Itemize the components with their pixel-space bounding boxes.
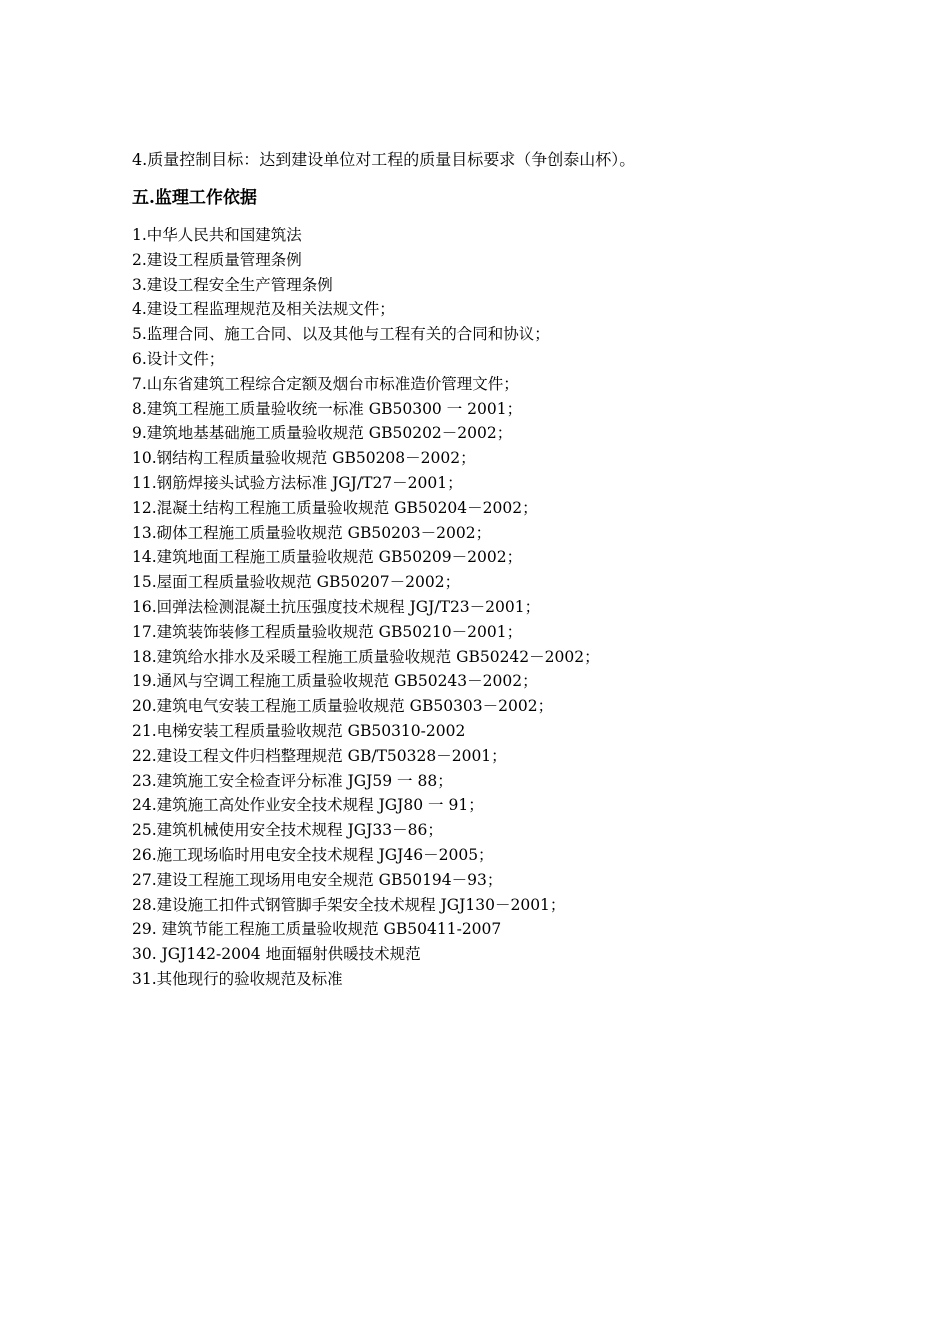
basis-list-item: 17.建筑装饰装修工程质量验收规范 GB50210－2001； [132, 622, 523, 641]
basis-list-item: 12.混凝土结构工程施工质量验收规范 GB50204－2002； [132, 498, 538, 517]
basis-list-item: 13.砌体工程施工质量验收规范 GB50203－2002； [132, 523, 492, 542]
basis-list-item: 27.建设工程施工现场用电安全规范 GB50194－93； [132, 870, 503, 889]
basis-list-item: 30. JGJ142-2004 地面辐射供暖技术规范 [132, 945, 421, 964]
basis-list-item: 16.回弹法检测混凝土抗压强度技术规程 JGJ/T23－2001； [132, 597, 541, 616]
basis-list-item: 21.电梯安装工程质量验收规范 GB50310-2002 [132, 721, 466, 740]
basis-list-item: 2.建设工程质量管理条例 [132, 250, 302, 269]
basis-list-item: 10.钢结构工程质量验收规范 GB50208－2002； [132, 449, 476, 468]
basis-list-item: 7.山东省建筑工程综合定额及烟台市标准造价管理文件； [132, 374, 519, 393]
basis-list-item: 3.建设工程安全生产管理条例 [132, 275, 333, 294]
basis-list-item: 4.建设工程监理规范及相关法规文件； [132, 300, 395, 319]
basis-list-item: 29. 建筑节能工程施工质量验收规范 GB50411-2007 [132, 920, 502, 939]
basis-list-item: 15.屋面工程质量验收规范 GB50207－2002； [132, 573, 461, 592]
basis-list-item: 20.建筑电气安装工程施工质量验收规范 GB50303－2002； [132, 697, 554, 716]
quality-target-item: 4.质量控制目标：达到建设单位对工程的质量目标要求（争创泰山杯）。 [132, 150, 636, 169]
basis-list-item: 23.建筑施工安全检查评分标准 JGJ59 一 88； [132, 771, 453, 790]
basis-list-item: 6.设计文件； [132, 349, 225, 368]
section-heading: 五.监理工作依据 [132, 188, 257, 208]
basis-list-item: 28.建设施工扣件式钢管脚手架安全技术规程 JGJ130－2001； [132, 895, 566, 914]
basis-list-item: 24.建筑施工高处作业安全技术规程 JGJ80 一 91； [132, 796, 484, 815]
basis-list-item: 14.建筑地面工程施工质量验收规范 GB50209－2002； [132, 548, 523, 567]
basis-list-item: 18.建筑给水排水及采暖工程施工质量验收规范 GB50242－2002； [132, 647, 600, 666]
basis-list [132, 223, 600, 992]
basis-list-item: 5.监理合同、施工合同、以及其他与工程有关的合同和协议； [132, 325, 550, 344]
basis-list-item: 19.通风与空调工程施工质量验收规范 GB50243－2002； [132, 672, 538, 691]
basis-list-item: 22.建设工程文件归档整理规范 GB/T50328－2001； [132, 746, 507, 765]
basis-list-item: 25.建筑机械使用安全技术规程 JGJ33－86； [132, 821, 443, 840]
basis-list-item: 8.建筑工程施工质量验收统一标准 GB50300 一 2001； [132, 399, 523, 418]
basis-list-item: 1.中华人民共和国建筑法 [132, 226, 302, 244]
basis-list-item: 11.钢筋焊接头试验方法标准 JGJ/T27－2001； [132, 473, 463, 492]
basis-list-item: 9.建筑地基基础施工质量验收规范 GB50202－2002； [132, 424, 513, 443]
basis-list-item: 26.施工现场临时用电安全技术规程 JGJ46－2005； [132, 845, 494, 864]
basis-list-item: 31.其他现行的验收规范及标准 [132, 969, 343, 988]
